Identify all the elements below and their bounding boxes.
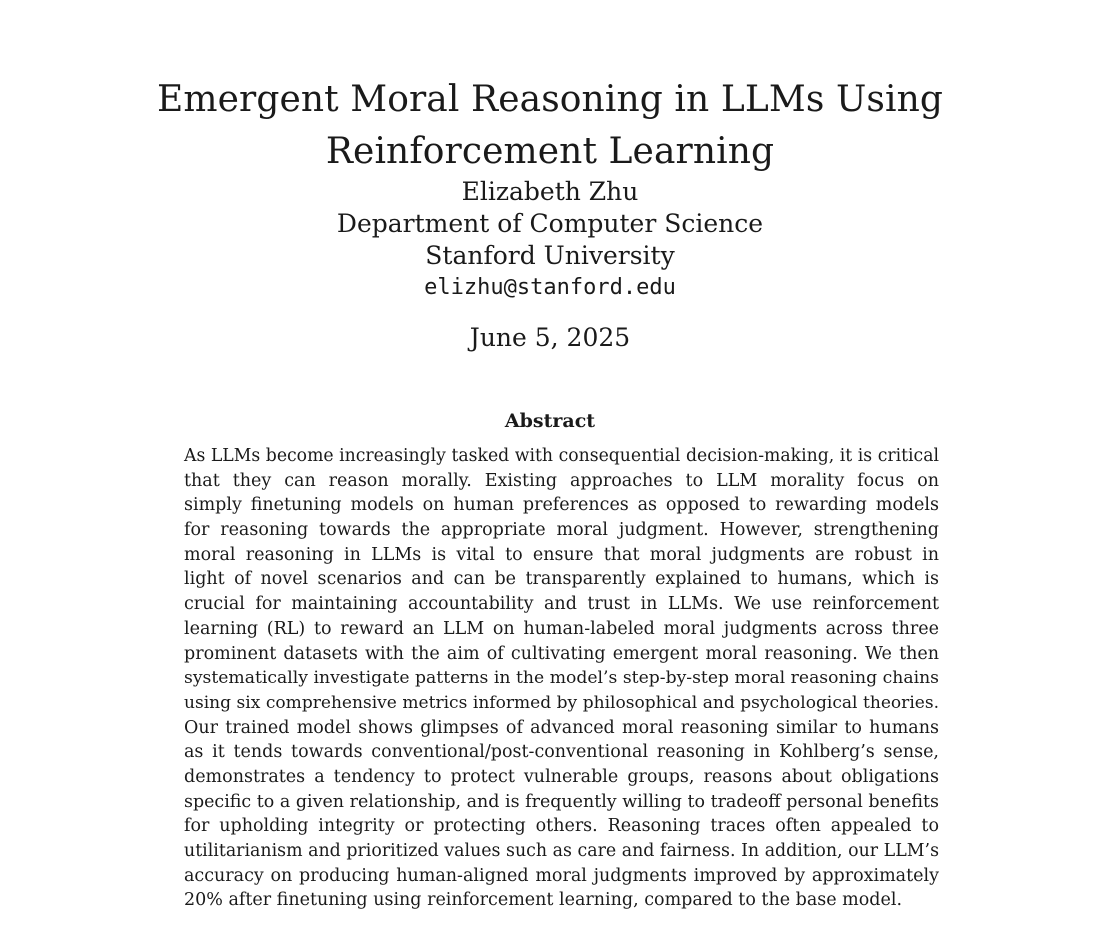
abstract-line: 20% after finetuning using reinforcement learning, compared to the base model. [184, 890, 903, 911]
abstract-line: demonstrates a tendency to protect vulnerable groups, reasons about obligations [184, 766, 939, 787]
author-block [0, 176, 1100, 304]
abstract-line: As LLMs become increasingly tasked with consequential decision-making, it is critical [184, 446, 939, 466]
author-email: elizhu@stanford.edu [424, 275, 676, 300]
abstract-line: for upholding integrity or protecting others. Reasoning traces often appealed to [184, 816, 939, 837]
abstract-heading: Abstract [504, 410, 596, 432]
paper-title [0, 74, 1100, 178]
abstract-line: learning (RL) to reward an LLM on human-labeled moral judgments across three [184, 618, 939, 639]
abstract-line: Our trained model shows glimpses of advanced moral reasoning similar to humans [184, 717, 939, 738]
paper-date: June 5, 2025 [469, 323, 631, 352]
author-name: Elizabeth Zhu [461, 177, 639, 206]
abstract-line: specific to a given relationship, and is frequently willing to tradeoff personal benefits [184, 791, 939, 812]
title-line-2: Reinforcement Learning [325, 131, 775, 173]
abstract-line: utilitarianism and prioritized values such as care and fairness. In addition, our LLM’s [184, 841, 939, 861]
abstract-line: accuracy on producing human-aligned moral judgments improved by approximately [184, 865, 939, 886]
title-line-1: Emergent Moral Reasoning in LLMs Using [156, 79, 944, 121]
abstract-line: using six comprehensive metrics informed by philosophical and psychological theories. [184, 692, 939, 713]
abstract-line: systematically investigate patterns in the model’s step-by-step moral reasoning chains [184, 668, 939, 689]
abstract-line: as it tends towards conventional/post-conventional reasoning in Kohlberg’s sense, [184, 742, 939, 763]
abstract-line: light of novel scenarios and can be transparently explained to humans, which is [184, 569, 939, 590]
abstract-line: simply finetuning models on human preferences as opposed to rewarding models [184, 495, 939, 516]
abstract-body [184, 444, 944, 913]
abstract-line: that they can reason morally. Existing approaches to LLM morality focus on [184, 470, 939, 491]
abstract-line: for reasoning towards the appropriate moral judgment. However, strengthening [184, 520, 939, 541]
abstract-line: moral reasoning in LLMs is vital to ensure that moral judgments are robust in [184, 544, 939, 565]
abstract-line: crucial for maintaining accountability and trust in LLMs. We use reinforcement [184, 594, 939, 615]
author-department: Department of Computer Science [336, 209, 764, 238]
abstract-line: prominent datasets with the aim of cultivating emergent moral reasoning. We then [184, 643, 939, 664]
author-university: Stanford University [425, 241, 675, 270]
